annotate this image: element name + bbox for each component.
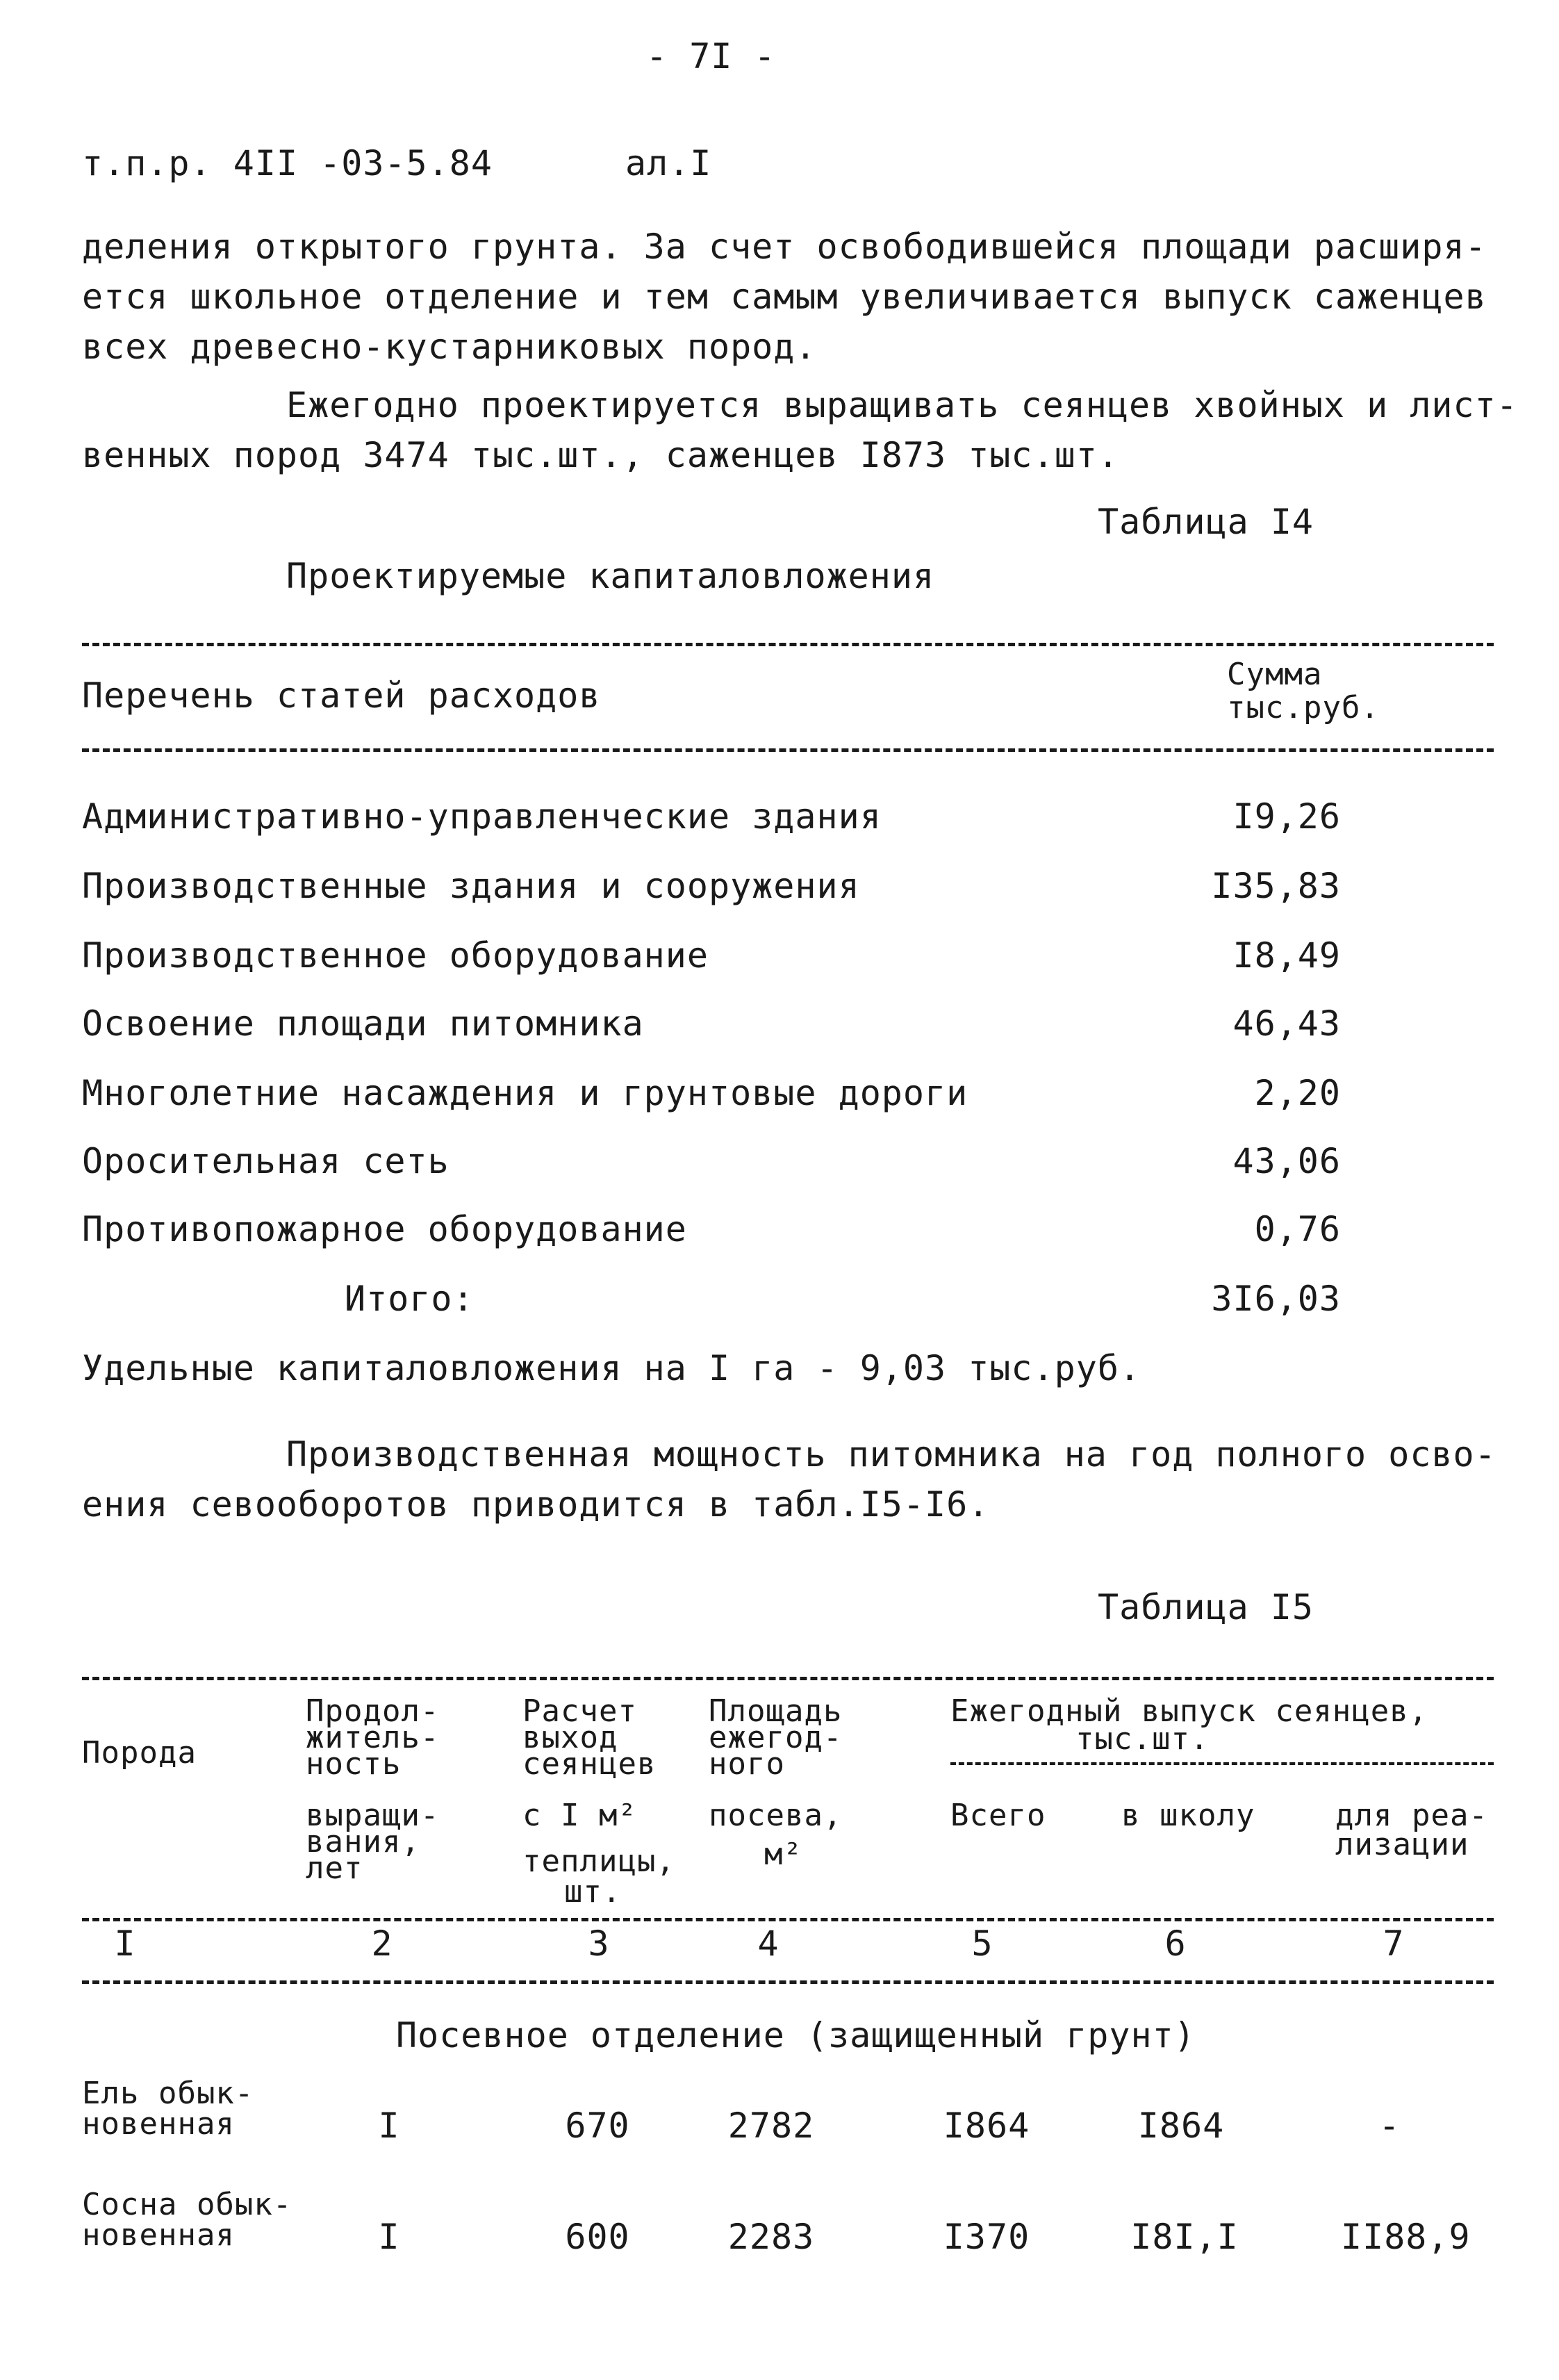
table-cell: I: [378, 2217, 400, 2257]
column-header: Сумма: [1227, 657, 1323, 692]
column-header: тыс.руб.: [1227, 690, 1380, 725]
table-row-label: Производственное оборудование: [82, 935, 709, 976]
species-name: новенная: [82, 2217, 235, 2253]
header-line: выход: [522, 1720, 618, 1755]
paragraph-line: ется школьное отделение и тем самым увеличивается выпуск саженцев: [82, 277, 1487, 317]
album-number: ал.I: [625, 143, 712, 183]
group-rule: [950, 1762, 1494, 1765]
header-line: посева,: [709, 1798, 843, 1833]
table-cell: I864: [1137, 2106, 1225, 2146]
header-line: шт.: [564, 1874, 622, 1910]
column-header: Всего: [950, 1798, 1046, 1833]
column-number: 5: [971, 1923, 993, 1964]
paragraph-line: всех древесно-кустарниковых пород.: [82, 327, 817, 367]
page-number: - 7I -: [646, 36, 776, 76]
header-line: с I м²: [522, 1798, 637, 1833]
column-number: 4: [757, 1923, 780, 1964]
table-rule: [82, 1918, 1494, 1921]
table-row-label: Освоение площади питомника: [82, 1003, 644, 1044]
species-name: новенная: [82, 2106, 235, 2142]
table-row-label: Противопожарное оборудование: [82, 1209, 687, 1249]
header-line: ного: [709, 1746, 785, 1782]
section-heading: Посевное отделение (защищенный грунт): [396, 2015, 1196, 2055]
paragraph-line: Производственная мощность питомника на год полного осво-: [286, 1434, 1496, 1475]
header-line: выращи-: [306, 1798, 440, 1833]
header-line: сеянцев: [522, 1746, 657, 1782]
table-row-label: Административно-управленческие здания: [82, 796, 882, 837]
table-cell: 600: [565, 2217, 630, 2257]
table-label: Таблица I4: [1098, 502, 1314, 542]
table-cell: I8I,I: [1130, 2217, 1239, 2257]
table-rule: [82, 1980, 1494, 1984]
table-cell: 2283: [727, 2217, 815, 2257]
column-header: Перечень статей расходов: [82, 675, 601, 716]
paragraph-line: венных пород 3474 тыс.шт., саженцев I873 тыс.шт.: [82, 435, 1119, 475]
table-cell: I: [378, 2106, 400, 2146]
header-line: Расчет: [522, 1693, 637, 1729]
column-number: 6: [1164, 1923, 1187, 1964]
header-line: ежегод-: [709, 1720, 843, 1755]
species-name: Сосна обык-: [82, 2187, 292, 2222]
table-row-value: 46,43: [1232, 1003, 1341, 1044]
table-row-label: Многолетние насаждения и грунтовые дороги: [82, 1073, 968, 1113]
table-rule: [82, 643, 1494, 646]
paragraph-line: ения севооборотов приводится в табл.I5-I6.: [82, 1484, 990, 1525]
column-header: в школу: [1121, 1798, 1255, 1833]
total-value: 3I6,03: [1211, 1279, 1341, 1319]
paragraph-line: деления открытого грунта. За счет освободившейся площади расширя-: [82, 227, 1487, 267]
group-header: тыс.шт.: [1075, 1721, 1210, 1757]
header-line: м²: [764, 1837, 802, 1872]
column-header: для реа-: [1335, 1798, 1488, 1833]
table-row-label: Производственные здания и сооружения: [82, 866, 860, 906]
table-title: Проектируемые капиталовложения: [286, 556, 935, 596]
table-cell: I370: [943, 2217, 1030, 2257]
header-line: теплицы,: [522, 1844, 675, 1879]
column-number: 7: [1383, 1923, 1405, 1964]
table-cell: 670: [565, 2106, 630, 2146]
table-row-value: 2,20: [1254, 1073, 1341, 1113]
header-line: вания,: [306, 1824, 420, 1860]
table-row-value: I35,83: [1211, 866, 1341, 906]
paragraph-line: Ежегодно проектируется выращивать сеянцев хвойных и лист-: [286, 385, 1518, 425]
table-cell: 2782: [727, 2106, 815, 2146]
header-line: Площадь: [709, 1693, 843, 1729]
table-cell: II88,9: [1341, 2217, 1471, 2257]
table-label: Таблица I5: [1098, 1587, 1314, 1627]
table-row-label: Оросительная сеть: [82, 1141, 449, 1181]
column-header: Порода: [82, 1735, 197, 1771]
header-line: ность: [306, 1746, 402, 1782]
table-rule: [82, 748, 1494, 752]
header-line: житель-: [306, 1720, 440, 1755]
column-number: 3: [588, 1923, 610, 1964]
table-row-value: I9,26: [1232, 796, 1341, 837]
specific-investment: Удельные капиталовложения на I га - 9,03 тыс.руб.: [82, 1348, 1141, 1388]
species-name: Ель обык-: [82, 2076, 254, 2111]
header-line: лет: [306, 1850, 363, 1886]
column-header: лизации: [1335, 1827, 1469, 1862]
header-line: Продол-: [306, 1693, 440, 1729]
table-row-value: 0,76: [1254, 1209, 1341, 1249]
column-number: 2: [371, 1923, 393, 1964]
document-code: т.п.р. 4II -03-5.84: [82, 143, 493, 183]
column-number: I: [114, 1923, 136, 1964]
table-cell: I864: [943, 2106, 1030, 2146]
total-label: Итого:: [345, 1279, 475, 1319]
table-row-value: 43,06: [1232, 1141, 1341, 1181]
table-row-value: I8,49: [1232, 935, 1341, 976]
table-cell: -: [1378, 2106, 1401, 2146]
table-rule: [82, 1677, 1494, 1680]
group-header: Ежегодный выпуск сеянцев,: [950, 1693, 1428, 1729]
